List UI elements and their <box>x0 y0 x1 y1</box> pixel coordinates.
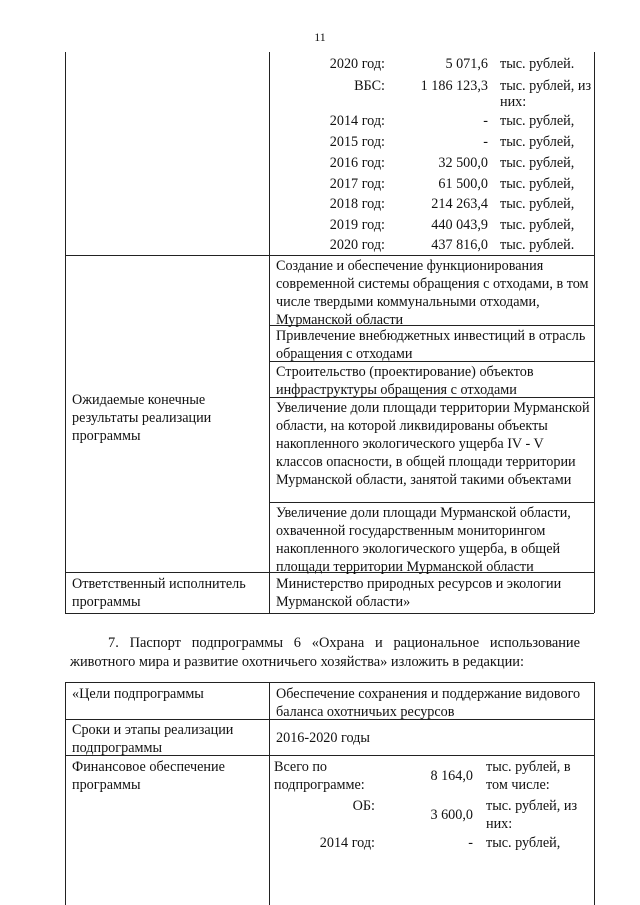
terms-value: 2016-2020 годы <box>276 730 370 746</box>
expected-result-item: Привлечение внебюджетных инвестиций в отрасль обращения с отходами <box>276 328 586 362</box>
page-number: 11 <box>314 30 326 44</box>
executor-label: Ответственный исполнитель программы <box>72 576 246 610</box>
expected-result-item: Создание и обеспечение функционирования современной системы обращения с отходами, в том числе твердыми коммунальными отходами, Мурманской области <box>276 258 589 328</box>
executor-value: Министерство природных ресурсов и экологии Мурманской области» <box>276 576 562 610</box>
expected-results-label: Ожидаемые конечные результаты реализации программы <box>72 392 212 444</box>
goals-value: Обеспечение сохранения и поддержание видового баланса охотничьих ресурсов <box>276 686 581 720</box>
terms-label: Сроки и этапы реализации подпрограммы <box>72 722 234 756</box>
expected-result-item: Строительство (проектирование) объектов инфраструктуры обращения с отходами <box>276 364 534 398</box>
expected-result-item: Увеличение доли площади Мурманской области, охваченной государственным мониторингом накопленного экологического ущерба, в общей площади территории Мурманской области <box>276 505 571 575</box>
expected-result-item: Увеличение доли площади территории Мурманской области, на которой ликвидированы объекты накопленного экологического ущерба IV - V классов опасности, в общей площади территории Мурманской области, занятой такими объектами <box>276 400 590 488</box>
section-paragraph: 7. Паспорт подпрограммы 6 «Охрана и рациональное использование животного мира и развитие охотничьего хозяйства» изложить в редакции: <box>70 635 580 670</box>
finance-label: Финансовое обеспечение программы <box>72 759 225 793</box>
goals-label: «Цели подпрограммы <box>72 686 204 702</box>
